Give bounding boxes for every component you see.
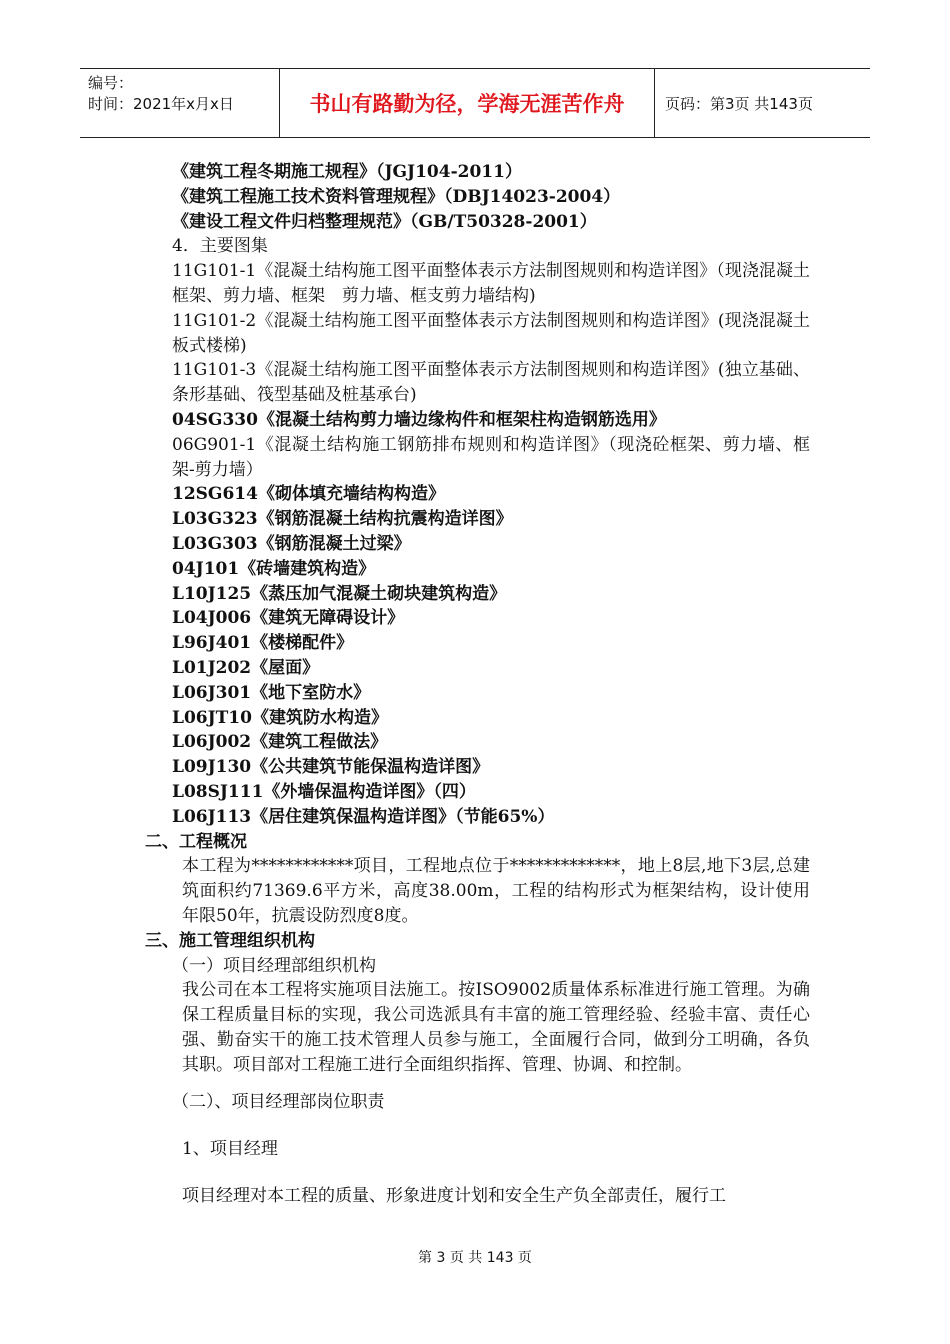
overview-paragraph: 本工程为************项目，工程地点位于*************，地上8层,地下3层,总建筑面积约71369.6平方米，高度38.00m，工程的结构形式为框架结构，设计使用年限50年，抗震设防烈度8度。	[182, 856, 810, 926]
atlas-reference: 12SG614《砌体填充墙结构构造》	[172, 484, 445, 505]
atlas-reference: L06J002《建筑工程做法》	[172, 732, 388, 753]
atlas-reference: L06J301《地下室防水》	[172, 682, 371, 703]
atlas-reference: L06J113《居住建筑保温构造详图》（节能65%）	[172, 806, 555, 827]
document-number-label: 编号：	[88, 74, 134, 92]
standard-reference: 《建设工程文件归档整理规范》（GB/T50328-2001）	[172, 211, 597, 232]
role-paragraph: 项目经理对本工程的质量、形象进度计划和安全生产负全部责任，履行工	[182, 1186, 726, 1207]
page-header	[80, 68, 870, 138]
atlas-reference: L04J006《建筑无障碍设计》	[172, 608, 405, 629]
section-heading-atlases: 4．主要图集	[172, 236, 268, 257]
atlas-reference: L01J202《屋面》	[172, 657, 320, 678]
atlas-reference: L08SJ111《外墙保温构造详图》（四）	[172, 781, 476, 802]
subsection-heading: （二）、项目经理部岗位职责	[172, 1092, 385, 1113]
atlas-reference: L96J401《楼梯配件》	[172, 633, 354, 654]
section-heading-overview: 二、工程概况	[145, 831, 247, 852]
atlas-reference: L09J130《公共建筑节能保温构造详图》	[172, 757, 490, 778]
header-motto: 书山有路勤为径，学海无涯苦作舟	[280, 69, 655, 137]
organization-paragraph: 我公司在本工程将实施项目法施工。按ISO9002质量体系标准进行施工管理。为确保工程质量目标的实现，我公司选派具有丰富的施工管理经验、经验丰富、责任心强、勤奋实干的施工技术管理人员参与施工，全面履行合同，做到分工明确，各负其职。项目部对工程施工进行全面组织指挥、管理、协调、和控制。	[182, 980, 810, 1075]
atlas-reference: 04SG330《混凝土结构剪力墙边缘构件和框架柱构造钢筋选用》	[172, 409, 666, 430]
header-meta	[80, 69, 280, 137]
section-heading-organization: 三、施工管理组织机构	[145, 930, 315, 951]
atlas-reference: L03G303《钢筋混凝土过梁》	[172, 533, 411, 554]
document-date: 时间：2021年x月x日	[88, 95, 234, 113]
atlas-reference: 11G101-2《混凝土结构施工图平面整体表示方法制图规则和构造详图》(现浇混凝土板式楼梯)	[172, 310, 810, 356]
atlas-reference: 06G901-1《混凝土结构施工钢筋排布规则和构造详图》（现浇砼框架、剪力墙、框架-剪力墙）	[172, 434, 810, 480]
role-heading: 1、项目经理	[182, 1139, 278, 1160]
atlas-reference: L10J125《蒸压加气混凝土砌块建筑构造》	[172, 583, 507, 604]
atlas-reference: 11G101-1《混凝土结构施工图平面整体表示方法制图规则和构造详图》（现浇混凝土框架、剪力墙、框架 剪力墙、框支剪力墙结构)	[172, 261, 810, 306]
atlas-reference: 11G101-3《混凝土结构施工图平面整体表示方法制图规则和构造详图》(独立基础、条形基础、筏型基础及桩基承台)	[172, 360, 810, 406]
atlas-reference: L06JT10《建筑防水构造》	[172, 707, 388, 728]
subsection-heading: （一）项目经理部组织机构	[172, 955, 376, 976]
document-body	[145, 160, 810, 1209]
standard-reference: 《建筑工程施工技术资料管理规程》（DBJ14023-2004）	[172, 186, 621, 207]
header-page-number: 页码：第3页 共143页	[665, 94, 813, 113]
atlas-reference: 04J101《砖墙建筑构造》	[172, 558, 376, 579]
standard-reference: 《建筑工程冬期施工规程》（JGJ104-2011）	[172, 162, 522, 182]
atlas-reference: L03G323《钢筋混凝土结构抗震构造详图》	[172, 509, 513, 530]
page-footer: 第 3 页 共 143 页	[418, 1250, 532, 1266]
